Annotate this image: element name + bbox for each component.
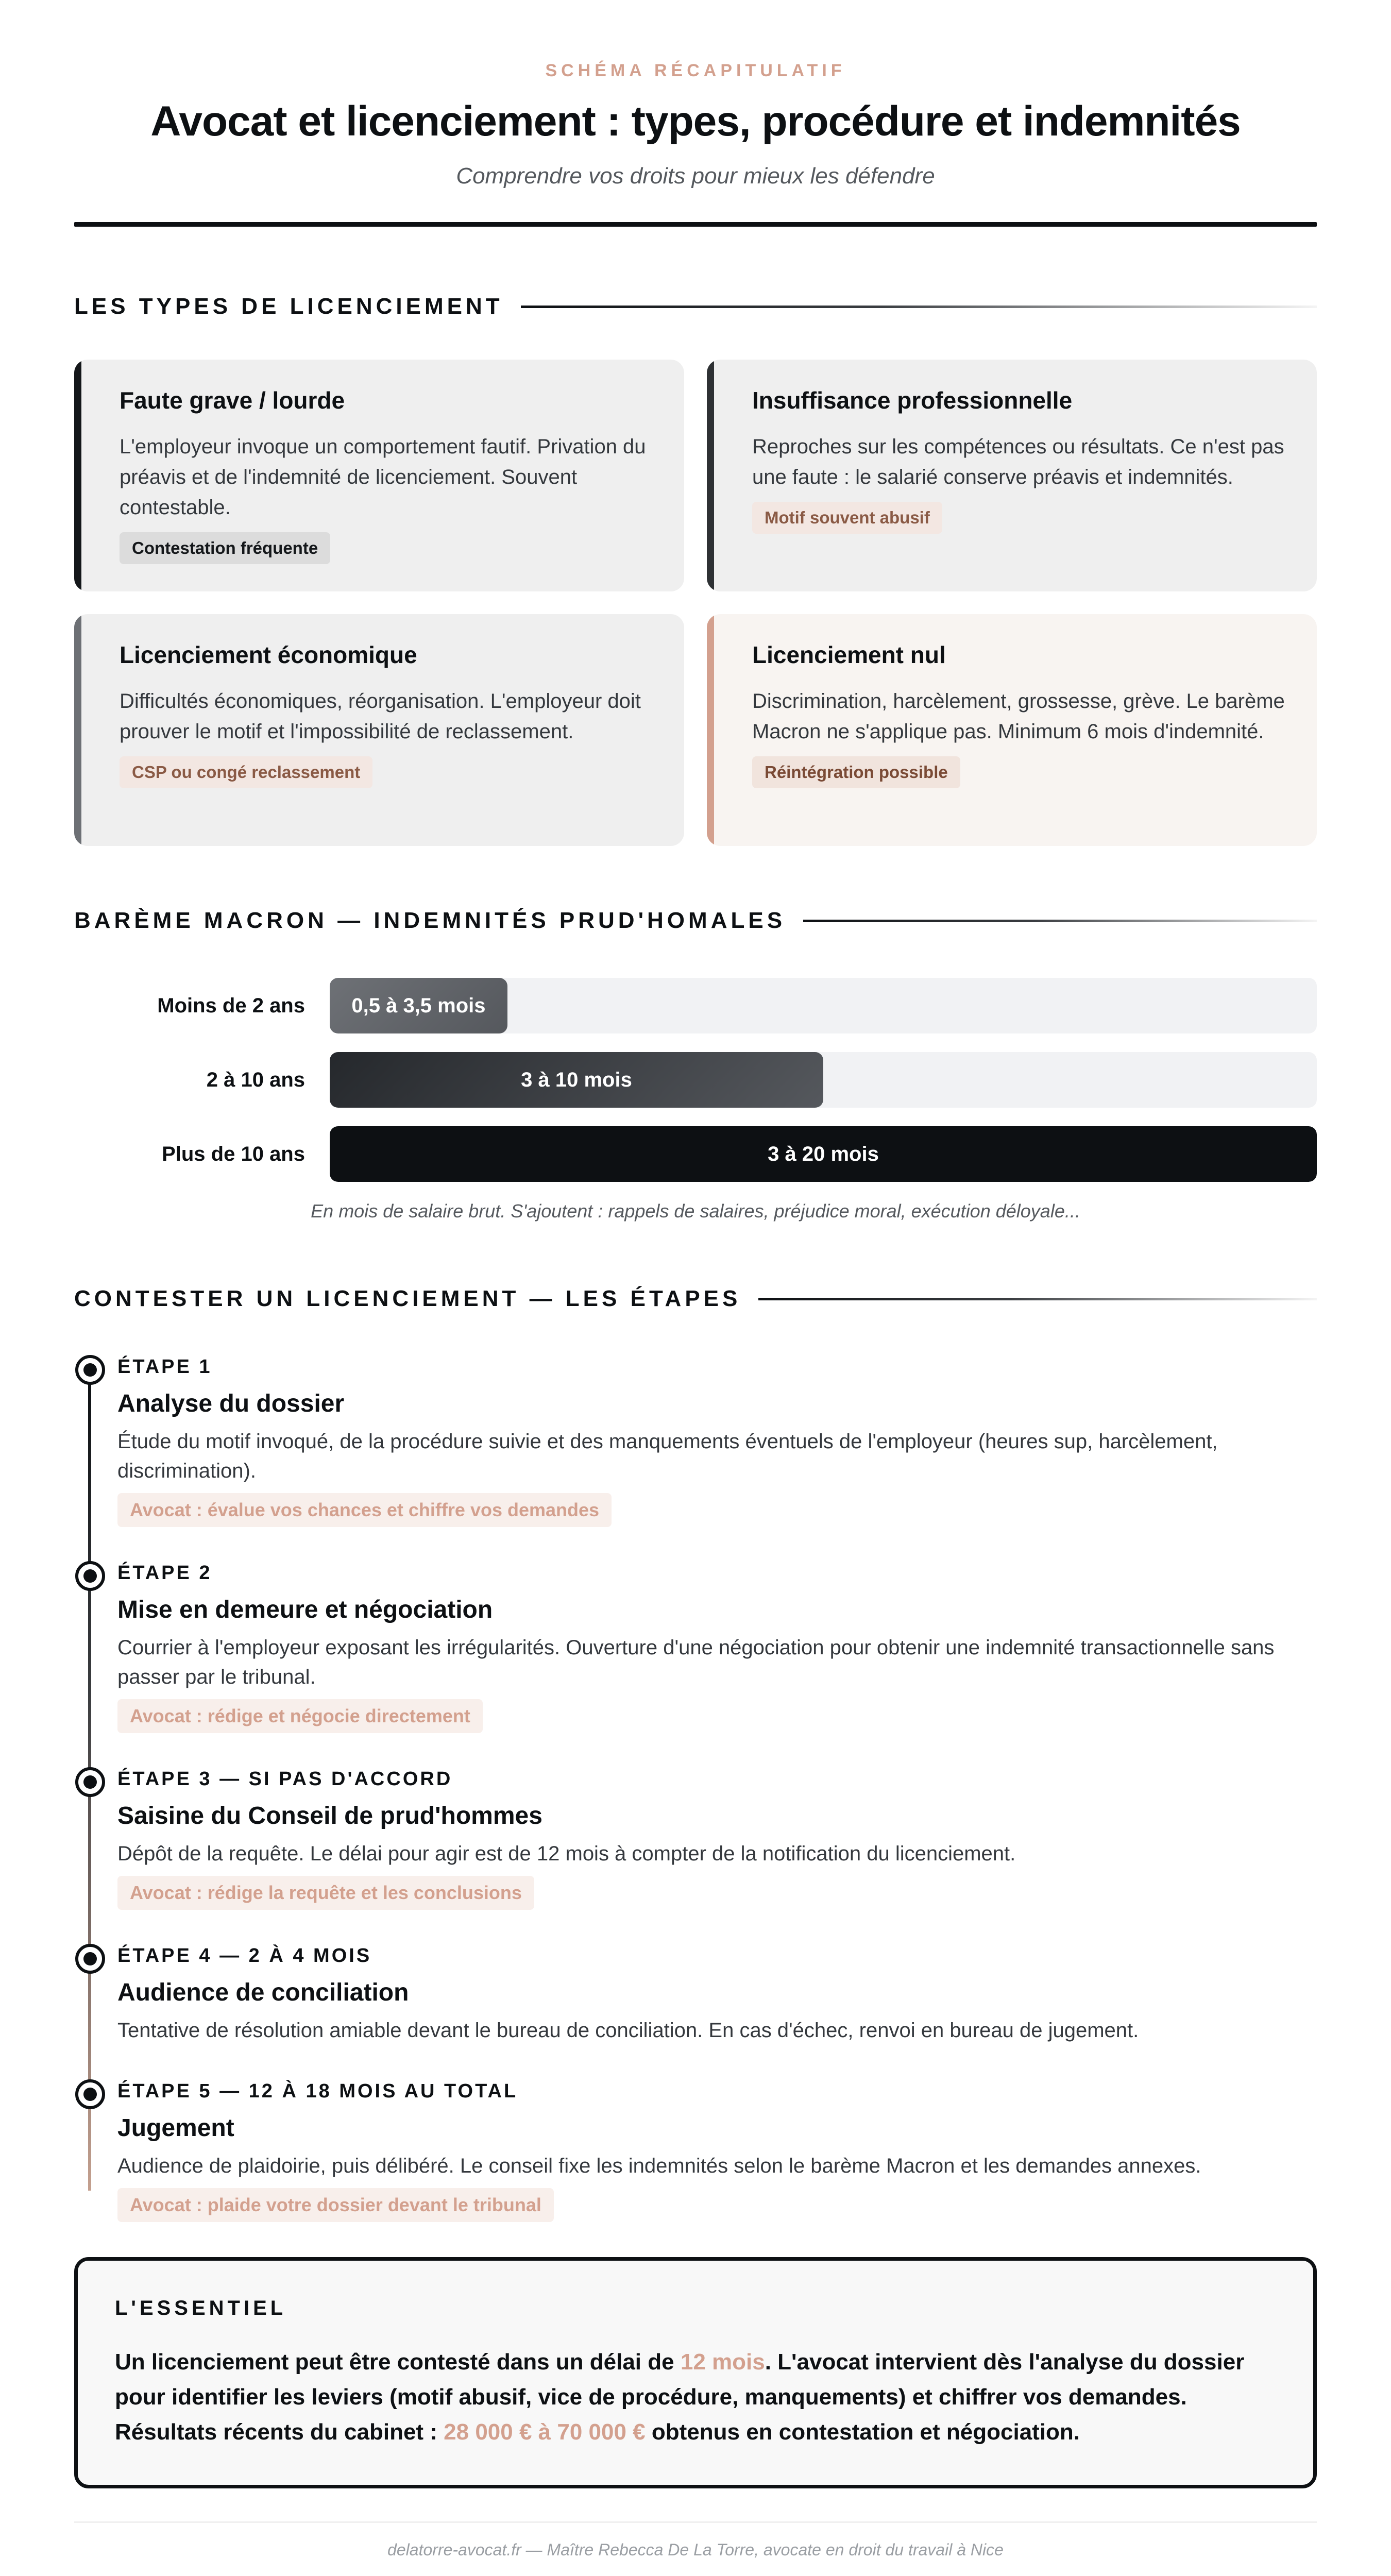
card-tag: Motif souvent abusif <box>752 502 942 534</box>
card-tag: Contestation fréquente <box>120 532 330 564</box>
step-title: Mise en demeure et négociation <box>117 1596 493 1623</box>
step-lawyer-role: Avocat : évalue vos chances et chiffre vos demandes <box>117 1493 612 1527</box>
step-lawyer-role: Avocat : rédige la requête et les conclusions <box>117 1876 534 1910</box>
step-text: Tentative de résolution amiable devant le bureau de conciliation. En cas d'échec, renvoi en bureau de jugement. <box>117 2019 1139 2042</box>
card-title: Faute grave / lourde <box>120 387 345 414</box>
footer-credit: delatorre-avocat.fr — Maître Rebecca De La Torre, avocate en droit du travail à Nice <box>387 2540 1004 2559</box>
summary-part: . L'avocat intervient dès l'analyse du dossier pour identifier les leviers (motif abusif, vice de procédure, manquements) et chiffrer vos demandes. Résultats récents du cabinet : <box>115 2349 1245 2445</box>
summary-text <box>115 2345 1276 2450</box>
card-title: Licenciement économique <box>120 641 417 668</box>
bareme-row <box>74 978 1317 1033</box>
timeline-dot-icon <box>75 1767 105 1797</box>
step-item <box>117 1562 1317 1733</box>
bareme-row-label: Moins de 2 ans <box>157 994 305 1017</box>
bareme-note: En mois de salaire brut. S'ajoutent : rappels de salaires, préjudice moral, exécution déloyale... <box>311 1200 1080 1222</box>
card-title: Licenciement nul <box>752 641 946 668</box>
step-item <box>117 1945 1317 2045</box>
card-text: L'employeur invoque un comportement fautif. Privation du préavis et de l'indemnité de licenciement. Souvent contestable. <box>120 435 646 519</box>
section-divider <box>521 306 1317 308</box>
page-title: Avocat et licenciement : types, procédure et indemnités <box>150 98 1241 145</box>
type-card-faute-grave <box>74 360 684 591</box>
step-text: Dépôt de la requête. Le délai pour agir est de 12 mois à compter de la notification du licenciement. <box>117 1842 1016 1865</box>
step-label: ÉTAPE 1 <box>117 1356 212 1378</box>
card-text: Discrimination, harcèlement, grossesse, grève. Le barème Macron ne s'applique pas. Minimum 6 mois d'indemnité. <box>752 690 1285 743</box>
timeline-dot-icon <box>75 1355 105 1385</box>
eyebrow: SCHÉMA RÉCAPITULATIF <box>545 61 846 80</box>
bareme-bar: 3 à 20 mois <box>330 1126 1317 1182</box>
bareme-row <box>74 1052 1317 1108</box>
card-title: Insuffisance professionnelle <box>752 387 1073 414</box>
page-subtitle: Comprendre vos droits pour mieux les défendre <box>456 163 935 189</box>
section-title: CONTESTER UN LICENCIEMENT — LES ÉTAPES <box>74 1286 741 1311</box>
section-bareme-heading <box>74 908 1317 934</box>
step-label: ÉTAPE 3 — SI PAS D'ACCORD <box>117 1768 453 1790</box>
section-divider <box>758 1298 1317 1300</box>
type-card-insuffisance <box>707 360 1317 591</box>
step-label: ÉTAPE 4 — 2 À 4 MOIS <box>117 1945 372 1967</box>
types-grid <box>74 360 1317 846</box>
header <box>74 61 1317 227</box>
bareme-row-label: Plus de 10 ans <box>162 1142 305 1165</box>
step-item <box>117 1356 1317 1527</box>
step-title: Audience de conciliation <box>117 1979 409 2006</box>
type-card-nul <box>707 614 1317 846</box>
page <box>74 0 1317 2560</box>
section-title: BARÈME MACRON — INDEMNITÉS PRUD'HOMALES <box>74 908 786 933</box>
card-accent-bar <box>74 614 81 846</box>
step-text: Étude du motif invoqué, de la procédure suivie et des manquements éventuels de l'employeur (heures sup, harcèlement, discrimination). <box>117 1430 1218 1482</box>
step-text: Courrier à l'employeur exposant les irrégularités. Ouverture d'une négociation pour obtenir une indemnité transactionnelle sans passer par le tribunal. <box>117 1636 1275 1688</box>
step-text: Audience de plaidoirie, puis délibéré. Le conseil fixe les indemnités selon le barème Macron et les demandes annexes. <box>117 2155 1201 2177</box>
section-divider <box>803 920 1317 922</box>
step-lawyer-role: Avocat : plaide votre dossier devant le tribunal <box>117 2188 554 2222</box>
summary-highlight-results: 28 000 € à 70 000 € <box>444 2419 646 2445</box>
bareme-bar: 0,5 à 3,5 mois <box>330 978 507 1033</box>
step-lawyer-role: Avocat : rédige et négocie directement <box>117 1699 483 1733</box>
bareme-track <box>330 978 1317 1033</box>
summary-box <box>74 2257 1317 2488</box>
summary-part: Un licenciement peut être contesté dans un délai de <box>115 2349 681 2375</box>
bareme-track <box>330 1126 1317 1182</box>
card-tag: Réintégration possible <box>752 756 960 788</box>
summary-part: obtenus en contestation et négociation. <box>645 2419 1080 2445</box>
step-item <box>117 2080 1317 2222</box>
section-title: LES TYPES DE LICENCIEMENT <box>74 294 503 319</box>
timeline-dot-icon <box>75 2079 105 2109</box>
summary-heading: L'ESSENTIEL <box>115 2297 287 2319</box>
header-divider <box>74 222 1317 227</box>
card-text: Difficultés économiques, réorganisation. L'employeur doit prouver le motif et l'impossibilité de reclassement. <box>120 690 641 743</box>
card-text: Reproches sur les compétences ou résultats. Ce n'est pas une faute : le salarié conserve préavis et indemnités. <box>752 435 1284 488</box>
bareme-row-label: 2 à 10 ans <box>206 1068 305 1091</box>
step-title: Jugement <box>117 2114 234 2142</box>
timeline-dot-icon <box>75 1944 105 1974</box>
card-accent-bar <box>707 360 714 591</box>
step-item <box>117 1768 1317 1910</box>
bareme-bar: 3 à 10 mois <box>330 1052 823 1108</box>
footer-divider <box>74 2521 1317 2523</box>
card-tag: CSP ou congé reclassement <box>120 756 372 788</box>
bareme-bars <box>74 978 1317 1222</box>
timeline-dot-icon <box>75 1561 105 1591</box>
summary-highlight-delay: 12 mois <box>680 2349 765 2375</box>
section-types-heading <box>74 294 1317 319</box>
type-card-economique <box>74 614 684 846</box>
step-label: ÉTAPE 5 — 12 À 18 MOIS AU TOTAL <box>117 2080 518 2102</box>
section-steps-heading <box>74 1286 1317 1312</box>
card-accent-bar <box>707 614 714 846</box>
step-title: Saisine du Conseil de prud'hommes <box>117 1802 542 1829</box>
step-title: Analyse du dossier <box>117 1390 345 1417</box>
steps-timeline <box>74 1356 1317 2222</box>
card-accent-bar <box>74 360 81 591</box>
bareme-row <box>74 1126 1317 1182</box>
bareme-track <box>330 1052 1317 1108</box>
step-label: ÉTAPE 2 <box>117 1562 212 1584</box>
